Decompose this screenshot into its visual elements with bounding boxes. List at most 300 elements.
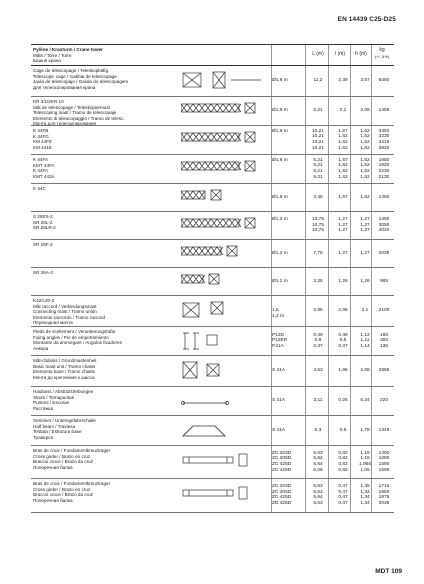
size-value: Ø1,6 m xyxy=(272,194,288,200)
cell-value: 1090 xyxy=(378,456,390,462)
component-name-line: KR 4/10/KR 10 xyxy=(33,99,64,104)
table-row xyxy=(31,240,394,268)
table-row xyxy=(31,155,394,184)
cell-value: 1,62 xyxy=(360,163,370,169)
size-value: ZC 205D xyxy=(272,489,292,495)
cell-value: 10,75 xyxy=(311,222,324,228)
component-name-line: Connecting mast / Tramo unión xyxy=(33,309,97,315)
cell-value: 1,16 xyxy=(360,450,370,456)
component-name-line: Cage de télescopage / Teleskopkäfig xyxy=(33,68,108,73)
component-name xyxy=(33,358,143,380)
component-name-line: SR 26A-2 xyxy=(33,270,53,275)
size-cell xyxy=(272,451,291,473)
cell-l xyxy=(331,451,355,473)
cell-value: 5,21 xyxy=(313,157,323,163)
cell-value: 1,27 xyxy=(338,250,348,256)
cell-value: 2,06 xyxy=(338,308,348,314)
cell-value: 1590 xyxy=(378,461,390,467)
cell-kg xyxy=(372,251,396,257)
cell-kg xyxy=(372,129,396,151)
cell-l xyxy=(331,279,355,285)
size-value: ZC 425D xyxy=(272,461,292,467)
component-name xyxy=(33,481,143,503)
component-name-line: Поперечная балка xyxy=(33,464,73,470)
cell-value: 3820 xyxy=(378,145,390,151)
cell-l xyxy=(331,484,355,506)
size-value: S 41A xyxy=(272,368,286,374)
cell-value: 0,8 xyxy=(314,338,322,344)
cell-value: 3,63 xyxy=(313,368,323,374)
cell-value: 1,62 xyxy=(360,174,370,180)
component-name-line: Переходная мачта xyxy=(33,320,73,326)
component-name-line: Cross girder / Brazo en cruz xyxy=(33,453,91,459)
component-name-line: Bras de croix / Fundamentkreuzträger xyxy=(33,481,111,486)
component-drawing xyxy=(181,70,267,95)
cell-L xyxy=(306,108,330,114)
table-row xyxy=(31,446,394,479)
component-name-line: Мачта для телескопирования xyxy=(33,121,97,127)
cell-l xyxy=(331,308,355,314)
component-name xyxy=(33,186,143,192)
cell-value: 5,64 xyxy=(313,495,323,501)
cell-l xyxy=(331,217,355,234)
cell-value: 0,24 xyxy=(360,398,370,404)
cell-value: 220 xyxy=(379,398,388,404)
component-name-line: Elemento base / Tramo chasis xyxy=(33,369,95,375)
component-name-line: Elemento raccordo / Tramo raccord xyxy=(33,314,105,320)
cell-L xyxy=(306,308,330,314)
cell-value: 1850 xyxy=(378,157,390,163)
cell-value: 165 xyxy=(379,332,388,338)
size-value: P12D xyxy=(272,332,284,338)
size-value: P12ER xyxy=(272,338,288,344)
table-row xyxy=(31,479,394,513)
size-value: Ø1,6 m xyxy=(272,78,288,84)
cell-value: 135 xyxy=(379,343,388,349)
component-name-line: Bras de croix / Fundamentkreuzträger xyxy=(33,448,111,453)
cell-L xyxy=(306,333,330,350)
cell-value: 1715 xyxy=(378,484,390,490)
size-cell xyxy=(272,158,288,164)
component-name xyxy=(33,128,143,150)
size-value: ZC 203D xyxy=(272,484,292,490)
component-name-line: K 44FA xyxy=(33,168,49,174)
component-name-line: Анкера xyxy=(33,345,49,351)
cell-value: 5,21 xyxy=(313,163,323,169)
page-number: MDT 109 xyxy=(375,568,402,575)
header-title-line: Pylône / Kranturm / Crane tower xyxy=(33,47,103,52)
cell-L xyxy=(306,279,330,285)
cell-value: 0,49 xyxy=(313,332,323,338)
cell-value: 1,27 xyxy=(360,250,370,256)
cell-value: 2230 xyxy=(378,168,390,174)
cell-value: 1,62 xyxy=(360,157,370,163)
component-drawing xyxy=(181,244,267,269)
cell-l xyxy=(331,428,355,434)
table-row xyxy=(31,97,394,126)
cell-value: 1,62 xyxy=(360,145,370,151)
cell-value: 0,47 xyxy=(338,495,348,501)
cell-kg xyxy=(372,398,396,404)
cell-value: 5,62 xyxy=(313,456,323,462)
cell-value: 11,2 xyxy=(313,78,323,84)
cell-value: 1,62 xyxy=(338,145,348,151)
cell-value: 3,57 xyxy=(360,78,370,84)
cell-value: 0,26 xyxy=(338,398,348,404)
cell-kg xyxy=(372,279,396,285)
component-name xyxy=(33,68,143,90)
cell-value: 0,8 xyxy=(339,338,347,344)
cell-l xyxy=(331,129,355,151)
table-row xyxy=(31,327,394,356)
cell-L xyxy=(306,484,330,506)
size-cell xyxy=(272,217,288,223)
component-name-line: Braccio croce / Brazo da cruz xyxy=(33,459,93,465)
cell-value: 5,21 xyxy=(313,174,323,180)
size-cell xyxy=(272,484,291,506)
cell-value: 1,27 xyxy=(338,222,348,228)
cell-L xyxy=(306,217,330,234)
cell-l xyxy=(331,158,355,180)
table-row xyxy=(31,296,394,327)
cell-value: 1960 xyxy=(378,489,390,495)
component-drawing xyxy=(181,420,267,445)
size-cell xyxy=(272,279,288,285)
cell-l xyxy=(331,333,355,350)
size-cell xyxy=(272,333,287,350)
cell-kg xyxy=(372,195,396,201)
cell-value: 1345 xyxy=(378,427,390,433)
component-name xyxy=(33,389,143,411)
cell-l xyxy=(331,78,355,84)
size-cell xyxy=(272,368,285,374)
cell-kg xyxy=(372,484,396,506)
size-value: ZC 425D xyxy=(272,495,292,501)
cell-value: 0,47 xyxy=(338,501,348,507)
component-name-line: Fixing angles / Pie de empotramiento xyxy=(33,334,109,340)
cell-l xyxy=(331,108,355,114)
cell-value: 10,21 xyxy=(311,145,324,151)
cell-value: 1,57 xyxy=(338,194,348,200)
component-name-line: Поперечная балка xyxy=(33,497,73,503)
table-row xyxy=(31,126,394,155)
component-name-line: K 44C xyxy=(33,186,46,191)
cell-value: 1,05 xyxy=(360,467,370,473)
component-name-line: S 28ES-2 xyxy=(33,214,53,219)
cell-value: 1,27 xyxy=(360,217,370,223)
cell-value: 6450 xyxy=(378,78,390,84)
component-name-line: KMT 443A xyxy=(33,173,55,179)
cell-value: 1,62 xyxy=(338,168,348,174)
cell-value: 2,08 xyxy=(360,368,370,374)
component-name-line: Testata / Estrutura base xyxy=(33,429,82,435)
component-name-line: Puntoni / Escoras xyxy=(33,400,70,406)
component-drawing xyxy=(181,188,267,213)
table-row xyxy=(31,387,394,416)
size-cell xyxy=(272,108,288,114)
size-value: ZC 203D xyxy=(272,450,292,456)
cell-value: 10,21 xyxy=(311,134,324,140)
table-row xyxy=(31,212,394,240)
cell-value: 0,47 xyxy=(338,489,348,495)
component-name-line: Jaula de telescopaje / Gaiola do telescopagem xyxy=(33,79,129,85)
component-drawing xyxy=(181,483,267,508)
size-value: Ø1,2 m xyxy=(272,250,288,256)
component-name xyxy=(33,214,143,231)
cell-value: 4020 xyxy=(378,228,390,234)
size-cell xyxy=(272,251,288,257)
cell-kg xyxy=(372,428,396,434)
cell-value: 6,62 xyxy=(313,489,323,495)
cell-value: 1820 xyxy=(378,163,390,169)
cell-value: 10,75 xyxy=(311,228,324,234)
component-drawing xyxy=(181,360,267,385)
cell-value: 0,82 xyxy=(338,456,348,462)
cell-value: 3,11 xyxy=(313,398,323,404)
cell-value: 1,45 xyxy=(360,484,370,490)
component-name xyxy=(33,448,143,470)
size-value: Ø1,2 m xyxy=(272,217,288,223)
cell-value: 0,37 xyxy=(338,343,348,349)
table-row xyxy=(31,184,394,212)
component-name-line: Mât-châssis / Grundmastenheit xyxy=(33,358,97,363)
component-name xyxy=(33,329,143,351)
cell-value: 1,62 xyxy=(338,139,348,145)
cell-value: 0,49 xyxy=(338,332,348,338)
components-table xyxy=(31,44,394,513)
size-value: Ø1,6 m xyxy=(272,108,288,114)
cell-value: 5,21 xyxy=(313,168,323,174)
col-L: L (m) xyxy=(312,51,324,57)
cell-value: 985 xyxy=(379,278,388,284)
component-name-line: KM 44FE xyxy=(33,139,53,145)
cell-value: 1,26 xyxy=(338,278,348,284)
component-name-line: SR 25F-2 xyxy=(33,242,53,247)
cell-value: 0,82 xyxy=(338,467,348,473)
cell-value: 1,27 xyxy=(360,222,370,228)
cell-value: 1,27 xyxy=(360,228,370,234)
size-value: Ø1,6 m xyxy=(272,128,288,134)
size-value: S 41A xyxy=(272,427,286,433)
cell-value: 2,39 xyxy=(338,78,348,84)
size-cell xyxy=(272,195,288,201)
component-name-line: Telescoping mast / Tramo de telescopaje xyxy=(33,110,117,116)
size-value: ZC 205D xyxy=(272,456,292,462)
cell-value: 5,3 xyxy=(314,427,322,433)
cell-L xyxy=(306,398,330,404)
cell-l xyxy=(331,398,355,404)
cell-value: 2035 xyxy=(378,501,390,507)
size-cell xyxy=(272,308,284,319)
component-name-line: Мачта до крепления к шасси xyxy=(33,374,95,380)
header-title-line: Башня крана xyxy=(33,58,61,64)
size-value: ZD 425D xyxy=(272,501,292,507)
component-name-line: Траверса xyxy=(33,434,54,440)
component-name-line: Telescopic cage / Gabbia de telescopage xyxy=(33,73,117,79)
cell-value: 2130 xyxy=(378,174,390,180)
cell-l xyxy=(331,251,355,257)
cell-l xyxy=(331,368,355,374)
cell-value: 2,21 xyxy=(313,108,323,114)
component-name xyxy=(33,418,143,440)
component-name-line: KM 441E xyxy=(33,144,52,150)
component-drawing xyxy=(181,331,267,356)
header-title xyxy=(33,47,143,64)
size-value: Ø1,6 m xyxy=(272,157,288,163)
cell-value: 0,82 xyxy=(338,450,348,456)
col-h: h (m) xyxy=(355,51,367,57)
cell-value: 1,57 xyxy=(338,157,348,163)
component-name-line: Basic mast unit / Tramo chasis xyxy=(33,363,96,369)
size-value: 1,6 xyxy=(272,308,279,314)
cell-value: 1,62 xyxy=(338,174,348,180)
cell-L xyxy=(306,78,330,84)
cell-kg xyxy=(372,451,396,473)
component-drawing xyxy=(181,130,267,155)
cell-value: 1,34 xyxy=(360,501,370,507)
col-kg-label: kg xyxy=(379,47,385,53)
size-value: P41A xyxy=(272,343,284,349)
size-cell xyxy=(272,78,288,84)
cell-value: 0,47 xyxy=(338,484,348,490)
size-value: ZC 425D xyxy=(272,467,292,473)
table-header xyxy=(31,45,394,66)
component-name-line: Cross girder / Brazo en cruz xyxy=(33,486,91,492)
cell-value: 5,64 xyxy=(313,461,323,467)
cell-value: 1,62 xyxy=(338,134,348,140)
cell-value: 1,16 xyxy=(360,456,370,462)
cell-value: 1,12 xyxy=(360,332,370,338)
cell-value: 1,27 xyxy=(338,217,348,223)
cell-value: 1,62 xyxy=(360,139,370,145)
cell-value: 3215 xyxy=(378,139,390,145)
component-name xyxy=(33,157,143,179)
component-name-line: Elemento di telescopaggio / Tramo de telesc. xyxy=(33,115,125,121)
col-kg-unit: (+/- 5%) xyxy=(374,53,390,59)
cell-value: 1455 xyxy=(378,108,390,114)
component-name-line: Для телескопирования крана xyxy=(33,84,96,90)
component-drawing xyxy=(181,300,267,325)
cell-value: 1,62 xyxy=(360,168,370,174)
cell-value: 3055 xyxy=(378,222,390,228)
cell-value: 3450 xyxy=(378,128,390,134)
cell-value: 10,75 xyxy=(311,217,324,223)
cell-value: 1,26 xyxy=(360,278,370,284)
cell-value: 6,06 xyxy=(313,467,323,473)
component-name xyxy=(33,298,143,326)
component-name-line: Растяжка xyxy=(33,405,54,411)
component-name xyxy=(33,99,143,127)
cell-kg xyxy=(372,78,396,84)
cell-value: 1,78 xyxy=(360,427,370,433)
cell-value: 1875 xyxy=(378,495,390,501)
cell-kg xyxy=(372,108,396,114)
document-header: EN 14439 C25-D25 xyxy=(337,16,396,23)
cell-value: 1300 xyxy=(378,450,390,456)
cell-kg xyxy=(372,368,396,374)
cell-value: 1,34 xyxy=(360,495,370,501)
cell-value: 1,11 xyxy=(360,338,370,344)
cell-value: 1450 xyxy=(378,217,390,223)
component-drawing xyxy=(181,159,267,184)
size-value: S 41A xyxy=(272,398,286,404)
cell-value: 1,62 xyxy=(360,128,370,134)
size-cell xyxy=(272,129,288,135)
cell-value: 1,62 xyxy=(360,194,370,200)
col-kg xyxy=(370,48,394,59)
cell-value: 2,1 xyxy=(339,108,347,114)
table-row xyxy=(31,356,394,387)
component-name-line: K 44FA xyxy=(33,157,49,162)
cell-value: 6,63 xyxy=(313,501,323,507)
cell-value: 1,57 xyxy=(338,128,348,134)
component-name-line: Haubans / Abstützstrebungen xyxy=(33,389,94,394)
component-name-line: K42/L20-2 xyxy=(33,298,55,303)
component-name-line: Struts / Tornapuntas xyxy=(33,394,75,400)
cell-L xyxy=(306,428,330,434)
cell-value: 1360 xyxy=(378,194,390,200)
cell-value: 0,6 xyxy=(339,427,347,433)
component-name-line: Montante da ammegare / Angulos fixadores xyxy=(33,340,122,346)
cell-value: 0,82 xyxy=(338,461,348,467)
component-name-line: SR 26L-2 xyxy=(33,219,53,225)
cell-kg xyxy=(372,308,396,314)
cell-value: 1590 xyxy=(378,467,390,473)
component-drawing xyxy=(181,216,267,241)
cell-value: 3230 xyxy=(378,134,390,140)
component-drawing xyxy=(181,391,267,416)
size-value: Ø1,2 m xyxy=(272,278,288,284)
component-name-line: Semmiet / Untersgefahrschiale xyxy=(33,418,96,423)
cell-value: 1,62 xyxy=(360,134,370,140)
component-name xyxy=(33,242,143,248)
cell-value: 10,21 xyxy=(311,128,324,134)
cell-L xyxy=(306,451,330,473)
cell-value: 2,95 xyxy=(313,308,323,314)
cell-value: 3,25 xyxy=(313,278,323,284)
cell-value: 2,06 xyxy=(360,108,370,114)
cell-value: 5,63 xyxy=(313,484,323,490)
cell-value: 0,37 xyxy=(313,343,323,349)
table-row xyxy=(31,66,394,97)
col-l: l (m) xyxy=(335,51,345,57)
cell-value: 1,34 xyxy=(360,489,370,495)
cell-kg xyxy=(372,158,396,180)
component-name xyxy=(33,270,143,276)
component-drawing xyxy=(181,450,267,475)
cell-L xyxy=(306,158,330,180)
cell-l xyxy=(331,195,355,201)
table-row xyxy=(31,416,394,446)
size-value: 1,2 m xyxy=(272,313,284,319)
component-drawing xyxy=(181,101,267,126)
cell-kg xyxy=(372,217,396,234)
cell-value: 10,21 xyxy=(311,139,324,145)
cell-value: 2965 xyxy=(378,368,390,374)
component-name-line: Pieds de scellement / Verankerungsfüße xyxy=(33,329,116,334)
cell-L xyxy=(306,129,330,151)
component-name-line: Mât de telescopage / Teleskopiermast xyxy=(33,104,111,110)
cell-value: 1,27 xyxy=(338,228,348,234)
component-name-line: SR 28LR-2 xyxy=(33,225,56,231)
cell-value: 7,75 xyxy=(313,250,323,256)
component-name-line: K 44FB xyxy=(33,128,49,133)
component-name-line: Half beam / Traviesa xyxy=(33,423,76,429)
cell-value: 2035 xyxy=(378,250,390,256)
size-cell xyxy=(272,398,285,404)
cell-value: 1,14 xyxy=(360,343,370,349)
cell-value: 1,96 xyxy=(338,368,348,374)
